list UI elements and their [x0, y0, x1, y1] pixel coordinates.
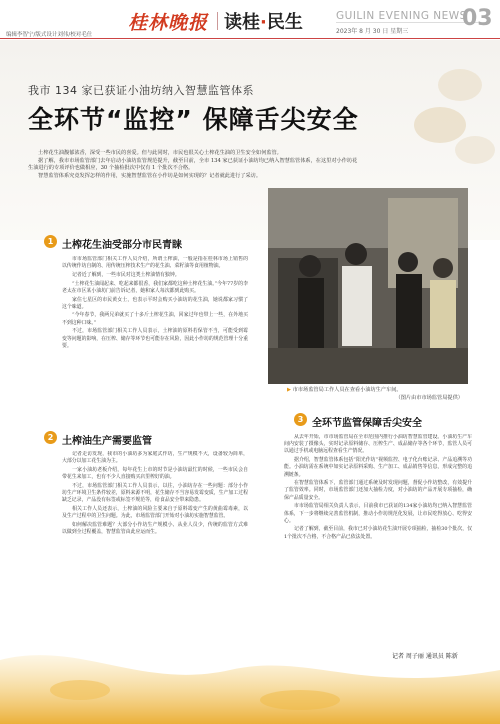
- section-body: [284, 434, 472, 646]
- masthead-bottom-line: [0, 38, 500, 39]
- section-body: [62, 451, 248, 613]
- body-paragraph: 在智慧监管体系下，监管部门通过系统及时发现问题，督促小作坊整改，有效提升了监管效率。同时，市场监管部门还加大抽检力度，对小油坊的产品开展专项抽检，确保产品质量安全。: [284, 480, 472, 501]
- body-paragraph: 记者了解到，截至目前，我市已对小油坊花生油开展专项抽检，抽检30个批次，仅1个批次不合格，不合格产品已依法处置。: [284, 526, 472, 540]
- caption-text: 市市场监管局工作人员在查看小油坊生产车间。: [292, 387, 402, 393]
- body-paragraph: 一家小油坊老板介绍，每年花生上市的时节是小油坊最忙的时候，一些市民会自带花生来加工，也有不少人直接购买店里榨好的油。: [62, 466, 248, 481]
- news-photo: [268, 188, 468, 384]
- lead-paragraph: 据了解，我市市场监管部门去年启动小油坊监管规范提升，截至目前，全市 134 家已获证小油坊均已纳入智慧监管体系，在这里对小作坊花生油进行的专项评价也做相应，30 个抽检批次中仅有 1 个批次不合格。: [28, 157, 358, 171]
- body-paragraph: 如何解决监管难题？大部分小作坊生产规模小、从业人员少，传统的监管方式难以做到全过程覆盖，智慧监管由此应运而生。: [62, 521, 248, 536]
- english-name: GUILIN EVENING NEWS: [336, 10, 467, 22]
- body-paragraph: 不过，市场监管部门相关工作人员表示，土榨油的原料若保管不当，可能受到霉变等问题的影响，在压榨、储存等环节也可能存在风险，因此小作坊的规范管理十分重要。: [62, 328, 248, 349]
- article-headline: 全环节“监控” 保障舌尖安全: [28, 105, 359, 134]
- section-title: 土榨花生油受部分市民青睐: [62, 240, 182, 251]
- body-paragraph: 从去年开始，市市场监管局在全市范围内推行小油坊智慧监管建设。小油坊生产车间内安装了摄像头，实时记录原料储存、压榨生产、成品储存等各个环节，监管人员可以通过手机或电脑远程查看生产情况。: [284, 434, 472, 455]
- body-paragraph: 记者走访发现，我市的小油坊多为家庭式作坊，生产规模不大，设备较为简单，大部分以加工花生油为主。: [62, 451, 248, 465]
- page-number: 03: [462, 6, 493, 31]
- issue-date: 2023年 8 月 30 日 星期三: [336, 28, 409, 35]
- article-lead: [28, 150, 358, 180]
- article-byline: 记者 周子丽 通讯员 陈新: [392, 653, 458, 660]
- body-paragraph: 市市场监管部门相关工作人员介绍，所谓土榨油，一般是指在桂林市场上销售的以传统作坊自制的、用传统压榨技术生产的花生油、菜籽油等食用植物油。: [62, 256, 248, 270]
- photo-caption: [287, 386, 467, 402]
- section-number-badge: 2: [44, 431, 57, 444]
- body-paragraph: 记者近了解到，一些市民对这类土榨油情有独钟。: [72, 271, 180, 278]
- body-paragraph: 家住七星区的市民黄女士，也表示平时会购买小油坊的花生油，她说都家习惯了这个味道。: [62, 296, 248, 310]
- body-paragraph: 相关工作人员还表示，土榨油的风险主要来自于原料霉变产生的黄曲霉毒素，以及生产过程中的卫生问题。为此，市场监管部门开始对小油坊实施智慧监管。: [62, 505, 248, 520]
- article-kicker: 我市 134 家已获证小油坊纳入智慧监管体系: [28, 84, 254, 97]
- section-body: [62, 256, 248, 442]
- lead-paragraph: 智慧监管体系究竟发挥怎样的作用，实施智慧监管在小作坊是如何实现的？记者就此进行了采访。: [38, 172, 262, 179]
- body-paragraph: “土榨花生油闻起来、吃起来都很香，我们家都吃这种土榨花生油。”今年77岁的李老太在市区某小油坊门前告诉记者，她和家人每次都到此购买。: [62, 280, 248, 294]
- body-paragraph: 市市场监管局相关负责人表示，目前我市已获证的134家小油坊均已纳入智慧监管体系，下一步将继续完善监管机制，推动小作坊规范化发展，让市民吃得放心、吃得安心。: [284, 503, 472, 524]
- section-number-badge: 1: [44, 235, 57, 248]
- newspaper-logo: 桂林晚报: [128, 12, 209, 34]
- section-name: 读桂·民生: [224, 12, 303, 33]
- lead-paragraph: 土榨花生油馥郁浓香，深受一些市民的喜爱。但与此同时，市民也很关心土榨花生油的卫生安全如何监管。: [38, 150, 282, 156]
- body-paragraph: 不过，市场监管部门相关工作人员表示，以往，小油坊存在一些问题：部分小作坊生产环境卫生条件较差，原料来源不明，花生储存不当容易发霉变质，生产加工过程缺乏记录，产品没有标签或标签不规范等，给食品安全带来隐患。: [62, 482, 248, 504]
- section-number-badge: 3: [294, 413, 307, 426]
- body-paragraph: “今年春节，我两兄弟就买了十多斤土榨花生油，回家过年也带上一些，在外地买不到这种口味。”: [62, 312, 248, 326]
- masthead-divider: [217, 12, 218, 30]
- editor-credit: 编辑李智宁/版式设计刘伟/校对毛仕: [6, 32, 93, 38]
- caption-marker-icon: ▶: [287, 387, 291, 393]
- body-paragraph: 据介绍，智慧监管体系包括“阳光作坊”视频监控、电子化台账记录、产品追溯等功能。小油坊需在系统中如实记录原料采购、生产加工、成品销售等信息，形成完整的追溯链条。: [284, 457, 472, 478]
- section-title: 土榨油生产需要监管: [62, 436, 152, 447]
- photo-illustration: [268, 188, 468, 384]
- peanut-decoration: [380, 45, 500, 195]
- section-title: 全环节监管保障舌尖安全: [312, 418, 422, 429]
- caption-credit: （图片由市市场监管局提供）: [395, 395, 463, 401]
